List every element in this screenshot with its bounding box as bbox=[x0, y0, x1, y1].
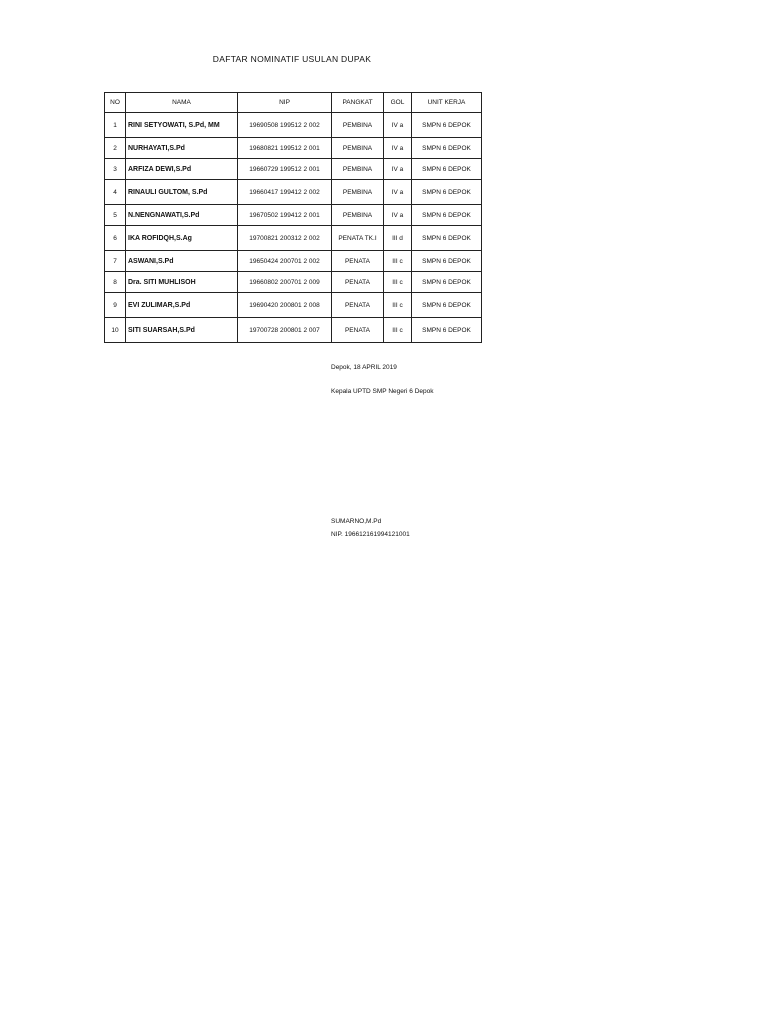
cell-pangkat: PEMBINA bbox=[332, 138, 384, 159]
cell-no: 3 bbox=[105, 159, 126, 180]
next-page-header-text bbox=[230, 1018, 530, 1028]
cell-no: 1 bbox=[105, 113, 126, 138]
cell-pangkat: PEMBINA bbox=[332, 113, 384, 138]
header-nama: NAMA bbox=[126, 93, 238, 113]
cell-gol: III d bbox=[384, 226, 412, 251]
header-gol: GOL bbox=[384, 93, 412, 113]
cell-no: 9 bbox=[105, 293, 126, 318]
nominative-table bbox=[104, 92, 482, 343]
cell-pangkat: PENATA bbox=[332, 293, 384, 318]
cell-nama: RINAULI GULTOM, S.Pd bbox=[126, 180, 238, 205]
cell-nip: 19690420 200801 2 008 bbox=[238, 293, 332, 318]
cell-gol: III c bbox=[384, 251, 412, 272]
cell-unit-kerja: SMPN 6 DEPOK bbox=[412, 293, 482, 318]
cell-pangkat: PENATA bbox=[332, 251, 384, 272]
header-nip: NIP bbox=[238, 93, 332, 113]
cell-unit-kerja: SMPN 6 DEPOK bbox=[412, 318, 482, 343]
cell-gol: IV a bbox=[384, 159, 412, 180]
cell-gol: IV a bbox=[384, 205, 412, 226]
document-title: DAFTAR NOMINATIF USULAN DUPAK bbox=[212, 54, 372, 64]
cell-nama: NURHAYATI,S.Pd bbox=[126, 138, 238, 159]
table-row bbox=[105, 226, 482, 251]
table-row bbox=[105, 293, 482, 318]
cell-nip: 19650424 200701 2 002 bbox=[238, 251, 332, 272]
table-row bbox=[105, 138, 482, 159]
cell-gol: III c bbox=[384, 272, 412, 293]
cell-pangkat: PEMBINA bbox=[332, 159, 384, 180]
cell-nama: EVI ZULIMAR,S.Pd bbox=[126, 293, 238, 318]
header-pangkat: PANGKAT bbox=[332, 93, 384, 113]
cell-gol: IV a bbox=[384, 180, 412, 205]
table-row bbox=[105, 251, 482, 272]
cell-nip: 19660729 199512 2 001 bbox=[238, 159, 332, 180]
table-row bbox=[105, 180, 482, 205]
next-page-header-cutoff bbox=[230, 1018, 530, 1028]
cell-nama: IKA ROFIDQH,S.Ag bbox=[126, 226, 238, 251]
cell-no: 10 bbox=[105, 318, 126, 343]
cell-no: 6 bbox=[105, 226, 126, 251]
cell-nip: 19700821 200312 2 002 bbox=[238, 226, 332, 251]
cell-unit-kerja: SMPN 6 DEPOK bbox=[412, 180, 482, 205]
cell-no: 7 bbox=[105, 251, 126, 272]
cell-nip: 19680821 199512 2 001 bbox=[238, 138, 332, 159]
cell-nama: Dra. SITI MUHLISOH bbox=[126, 272, 238, 293]
cell-no: 5 bbox=[105, 205, 126, 226]
cell-pangkat: PENATA bbox=[332, 318, 384, 343]
cell-gol: IV a bbox=[384, 138, 412, 159]
cell-nama: SITI SUARSAH,S.Pd bbox=[126, 318, 238, 343]
cell-nama: ARFIZA DEWI,S.Pd bbox=[126, 159, 238, 180]
table-row bbox=[105, 318, 482, 343]
cell-nip: 19660802 200701 2 009 bbox=[238, 272, 332, 293]
cell-nama: ASWANI,S.Pd bbox=[126, 251, 238, 272]
cell-nip: 19660417 199412 2 002 bbox=[238, 180, 332, 205]
header-no: NO bbox=[105, 93, 126, 113]
signature-name: SUMARNO,M.Pd bbox=[331, 518, 382, 525]
cell-unit-kerja: SMPN 6 DEPOK bbox=[412, 138, 482, 159]
cell-nama: RINI SETYOWATI, S.Pd, MM bbox=[126, 113, 238, 138]
cell-pangkat: PENATA bbox=[332, 272, 384, 293]
table-row bbox=[105, 113, 482, 138]
signature-place-date: Depok, 18 APRIL 2019 bbox=[331, 364, 397, 371]
cell-unit-kerja: SMPN 6 DEPOK bbox=[412, 159, 482, 180]
table-header-row bbox=[105, 93, 482, 113]
cell-unit-kerja: SMPN 6 DEPOK bbox=[412, 113, 482, 138]
signature-position: Kepala UPTD SMP Negeri 6 Depok bbox=[331, 388, 434, 395]
cell-no: 8 bbox=[105, 272, 126, 293]
cell-no: 4 bbox=[105, 180, 126, 205]
cell-unit-kerja: SMPN 6 DEPOK bbox=[412, 205, 482, 226]
cell-nip: 19700728 200801 2 007 bbox=[238, 318, 332, 343]
table-row bbox=[105, 272, 482, 293]
cell-gol: III c bbox=[384, 318, 412, 343]
cell-pangkat: PEMBINA bbox=[332, 180, 384, 205]
table-row bbox=[105, 159, 482, 180]
cell-pangkat: PENATA TK.I bbox=[332, 226, 384, 251]
cell-unit-kerja: SMPN 6 DEPOK bbox=[412, 226, 482, 251]
cell-nip: 19690508 199512 2 002 bbox=[238, 113, 332, 138]
signature-nip: NIP. 196612161994121001 bbox=[331, 531, 410, 538]
header-unit-kerja: UNIT KERJA bbox=[412, 93, 482, 113]
cell-pangkat: PEMBINA bbox=[332, 205, 384, 226]
cell-gol: IV a bbox=[384, 113, 412, 138]
cell-unit-kerja: SMPN 6 DEPOK bbox=[412, 272, 482, 293]
cell-unit-kerja: SMPN 6 DEPOK bbox=[412, 251, 482, 272]
cell-nip: 19670502 199412 2 001 bbox=[238, 205, 332, 226]
table-row bbox=[105, 205, 482, 226]
cell-nama: N.NENGNAWATI,S.Pd bbox=[126, 205, 238, 226]
cell-no: 2 bbox=[105, 138, 126, 159]
cell-gol: III c bbox=[384, 293, 412, 318]
